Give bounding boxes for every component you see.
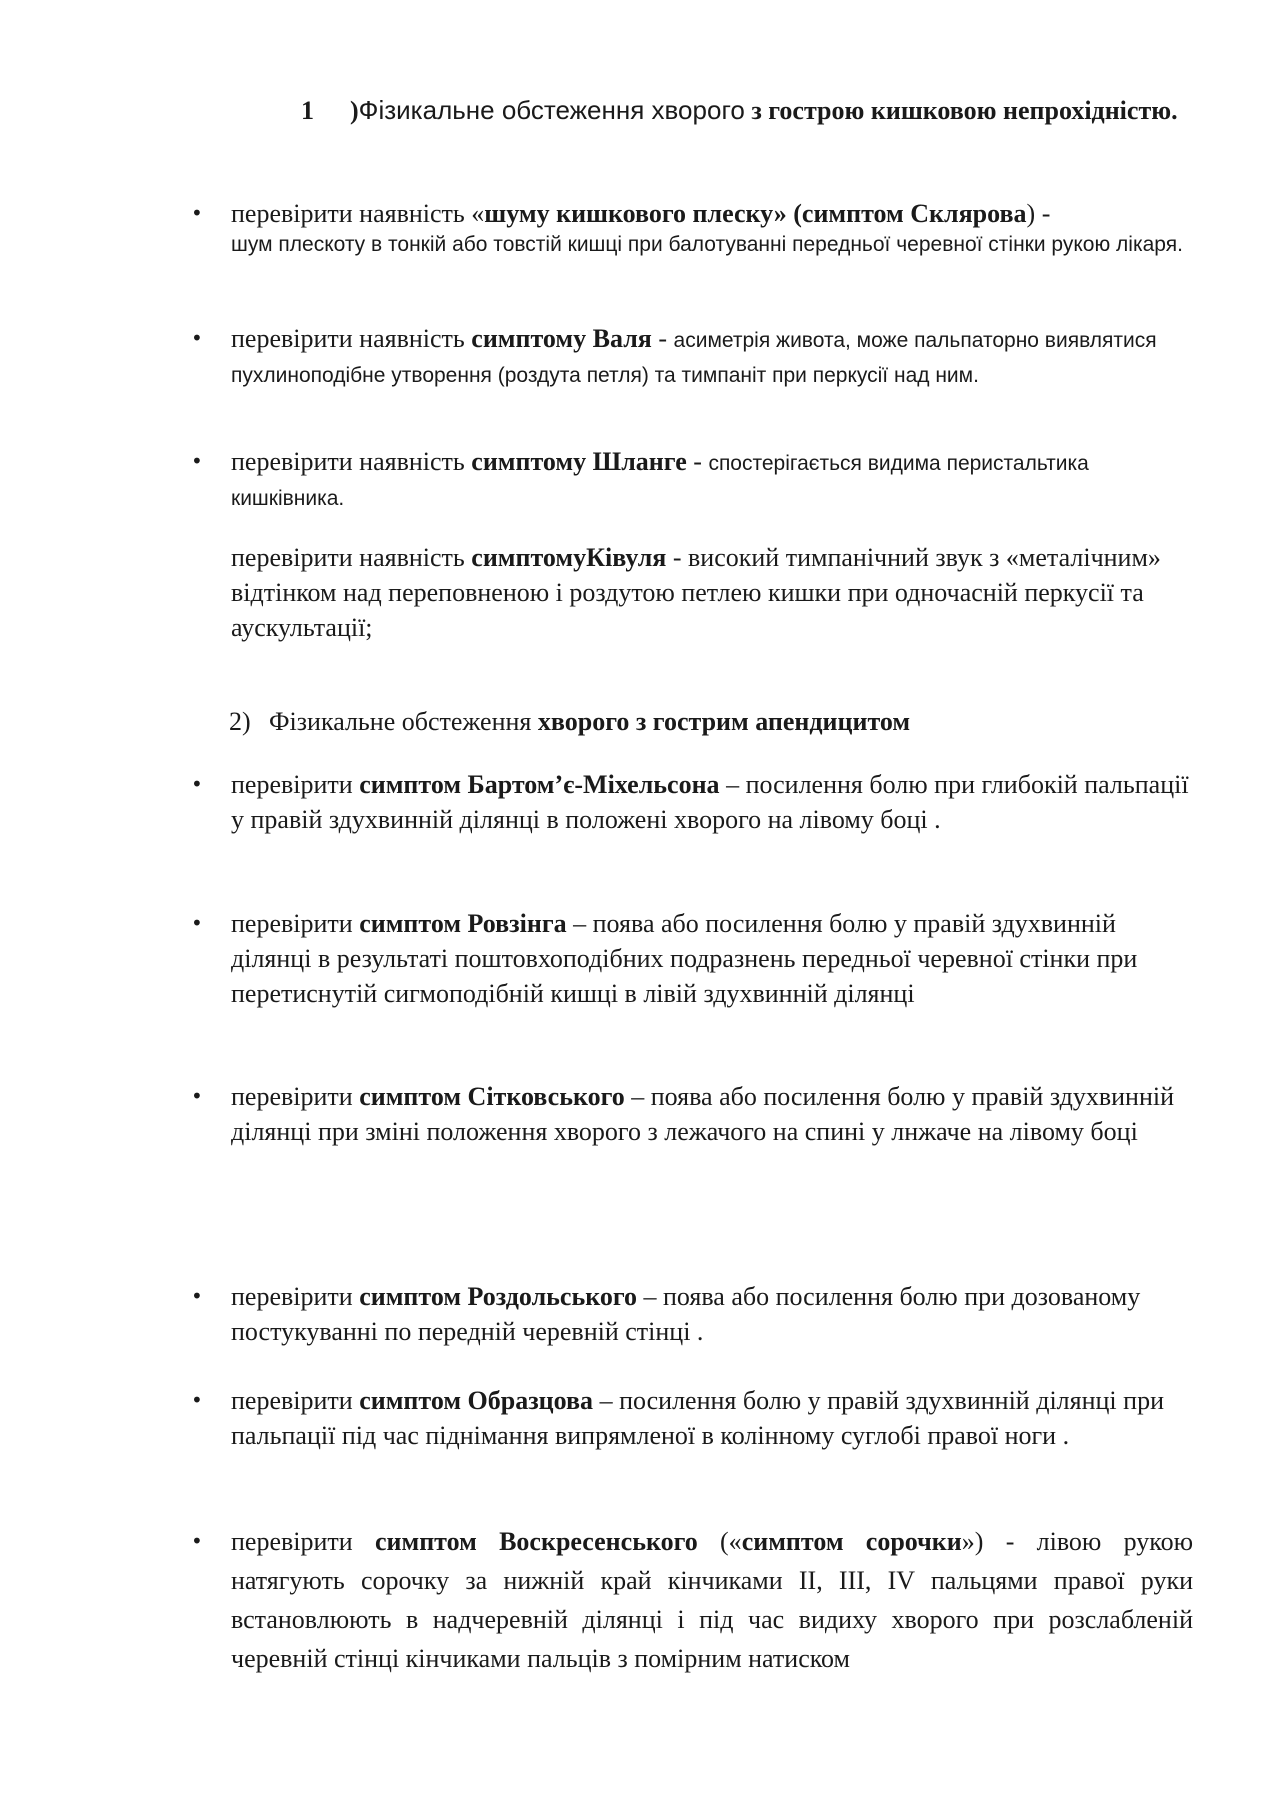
item-description: асиметрія живота, може пальпаторно виявлятися пухлиноподібне утворення (роздута петля) та тимпаніт при перкусії над ним. — [231, 329, 1157, 387]
item-term: симптом Сітковського — [359, 1082, 625, 1111]
item-tail: ) - — [1026, 199, 1051, 228]
item-tail: ») - лівою рукою натягують сорочку за нижній край кінчиками ІІ, ІІІ, IV пальцями правої руки встановлюють в надчеревній ділянці і під час видиху хворого при розслабленій черевній стінці кінчиками пальців з помірним натиском — [231, 1527, 1194, 1673]
item-term: симптом Ровзінга — [359, 909, 567, 938]
item-term: симптом Образцова — [359, 1386, 594, 1415]
item-tail: - високий тимпанічний звук з «металічним» відтінком над переповненою і роздутою петлею кишки при одночасній перкусії та аускультації; — [231, 543, 1161, 642]
item-tail: – посилення болю у правій здухвинній ділянці при пальпації під час піднімання випрямленої в колінному суглобі правої ноги . — [231, 1386, 1164, 1450]
item-lead: перевірити — [231, 909, 360, 938]
item-tail: – поява або посилення болю при дозованому постукуванні по передній черевній стінці . — [231, 1282, 1141, 1346]
item-lead: перевірити наявність — [231, 447, 472, 476]
section-1-title: Фізикальне обстеження хворого — [358, 95, 745, 125]
section-1-title-bold: з гострою кишковою непрохідністю. — [751, 96, 1178, 125]
item-tail: – поява або посилення болю у правій здухвинній ділянці в результаті поштовхоподібних подразнень передньої черевної стінки при перетиснутій сигмоподібній кишці в лівій здухвинній ділянці — [231, 909, 1138, 1008]
item-term: шуму кишкового плеску» (симптом Склярова — [484, 199, 1027, 228]
item-lead: перевірити — [231, 1082, 360, 1111]
bullet-icon: • — [191, 1529, 203, 1553]
section-2-title: Фізикальне обстеження — [269, 707, 532, 736]
item-term: симптом Воскресенського — [374, 1527, 698, 1556]
item-tail: - — [686, 447, 702, 476]
section-1-paren: ) — [350, 96, 359, 125]
item-term: симптом Роздольського — [359, 1282, 637, 1311]
bullet-icon: • — [191, 911, 203, 935]
section-2-heading — [229, 703, 910, 741]
bullet-icon: • — [191, 449, 203, 473]
item-term: симптому Шланге — [471, 447, 687, 476]
list-item — [191, 196, 1193, 258]
item-lead: перевірити — [231, 770, 360, 799]
bullet-icon: • — [191, 326, 203, 350]
list-item — [191, 1383, 1193, 1453]
item-term-2: симптом сорочки — [741, 1527, 962, 1556]
item-mid: (« — [697, 1527, 742, 1556]
item-description: шум плескоту в тонкій або товстій кишці при балотуванні передньої черевної стінки рукою лікаря. — [231, 233, 1183, 256]
item-description: спостерігається видима перистальтика кишківника. — [231, 452, 1089, 510]
list-item — [191, 1522, 1194, 1678]
item-term: симптому Валя — [471, 324, 652, 353]
item-tail: - — [651, 324, 668, 353]
item-lead: перевірити наявність — [231, 324, 472, 353]
item-term: симптомуКівуля — [471, 543, 667, 572]
item-term: симптом Бартом’є-Міхельсона — [359, 770, 720, 799]
bullet-icon: • — [191, 1284, 203, 1308]
item-lead: перевірити — [231, 1386, 360, 1415]
item-tail: – посилення болю при глибокій пальпації у правій здухвинній ділянці в положені хворого на лівому боці . — [231, 770, 1189, 834]
list-item — [191, 321, 1193, 391]
list-item — [191, 444, 1193, 514]
list-item — [191, 1279, 1193, 1349]
section-2-title-bold: хворого з гострим апендицитом — [537, 707, 911, 736]
bullet-icon: • — [191, 772, 203, 796]
bullet-icon: • — [191, 201, 203, 225]
item-lead: перевірити — [231, 1282, 360, 1311]
bullet-icon: • — [191, 1084, 203, 1108]
list-item — [191, 1079, 1193, 1149]
section-1-number: 1 — [301, 96, 314, 125]
item-lead: перевірити — [231, 1527, 375, 1556]
bullet-icon: • — [191, 1388, 203, 1412]
item-tail: – поява або посилення болю у правій здухвинній ділянці при зміні положення хворого з лежачого на спині у лнжаче на лівому боці — [231, 1082, 1175, 1146]
item-lead: перевірити наявність — [231, 543, 472, 572]
list-item — [231, 540, 1193, 645]
section-2-number: 2) — [229, 707, 251, 736]
list-item — [191, 767, 1193, 837]
section-1-heading — [153, 91, 1193, 130]
item-lead: перевірити наявність « — [231, 199, 485, 228]
list-item — [191, 906, 1193, 1011]
